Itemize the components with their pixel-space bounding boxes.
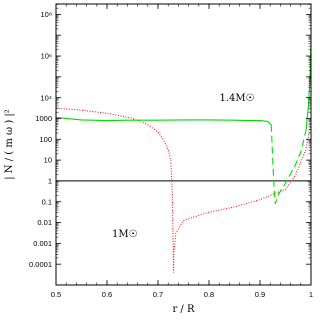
x-tick-label: 1 [308,290,314,299]
annotations [112,93,255,240]
series-line-2 [271,125,306,204]
series-line-0 [56,108,311,272]
y-tick-label: 0.1 [41,197,52,207]
series-line-1 [56,117,271,124]
series-line-3 [306,44,311,131]
plot-frame [56,4,311,285]
y-tick-label: 10 [43,155,52,165]
y-axis-label: | N / ( m ω ) |² [4,109,15,180]
x-tick-label: 0.5 [50,290,62,299]
y-tick-label: 100 [39,134,52,144]
x-tick-label: 0.7 [152,290,164,299]
x-tick-label: 0.9 [254,290,266,299]
y-tick-label: 0.001 [33,238,52,248]
y-tick-label: 10⁴ [40,93,52,103]
y-tick-label: 1 [47,176,52,186]
x-axis-label: r / R [172,304,195,315]
plot-area [56,44,311,273]
x-tick-label: 0.8 [203,290,215,299]
annotation-label-1: 1M☉ [112,229,138,241]
axis-ticks [29,4,313,299]
y-tick-label: 10⁶ [40,51,52,61]
y-tick-label: 1000 [35,114,52,124]
y-tick-label: 0.0001 [29,259,52,269]
x-tick-label: 0.6 [101,290,113,299]
y-tick-label: 10⁸ [40,10,52,20]
annotation-label-0: 1.4M☉ [219,92,255,104]
y-tick-label: 0.01 [37,218,52,228]
